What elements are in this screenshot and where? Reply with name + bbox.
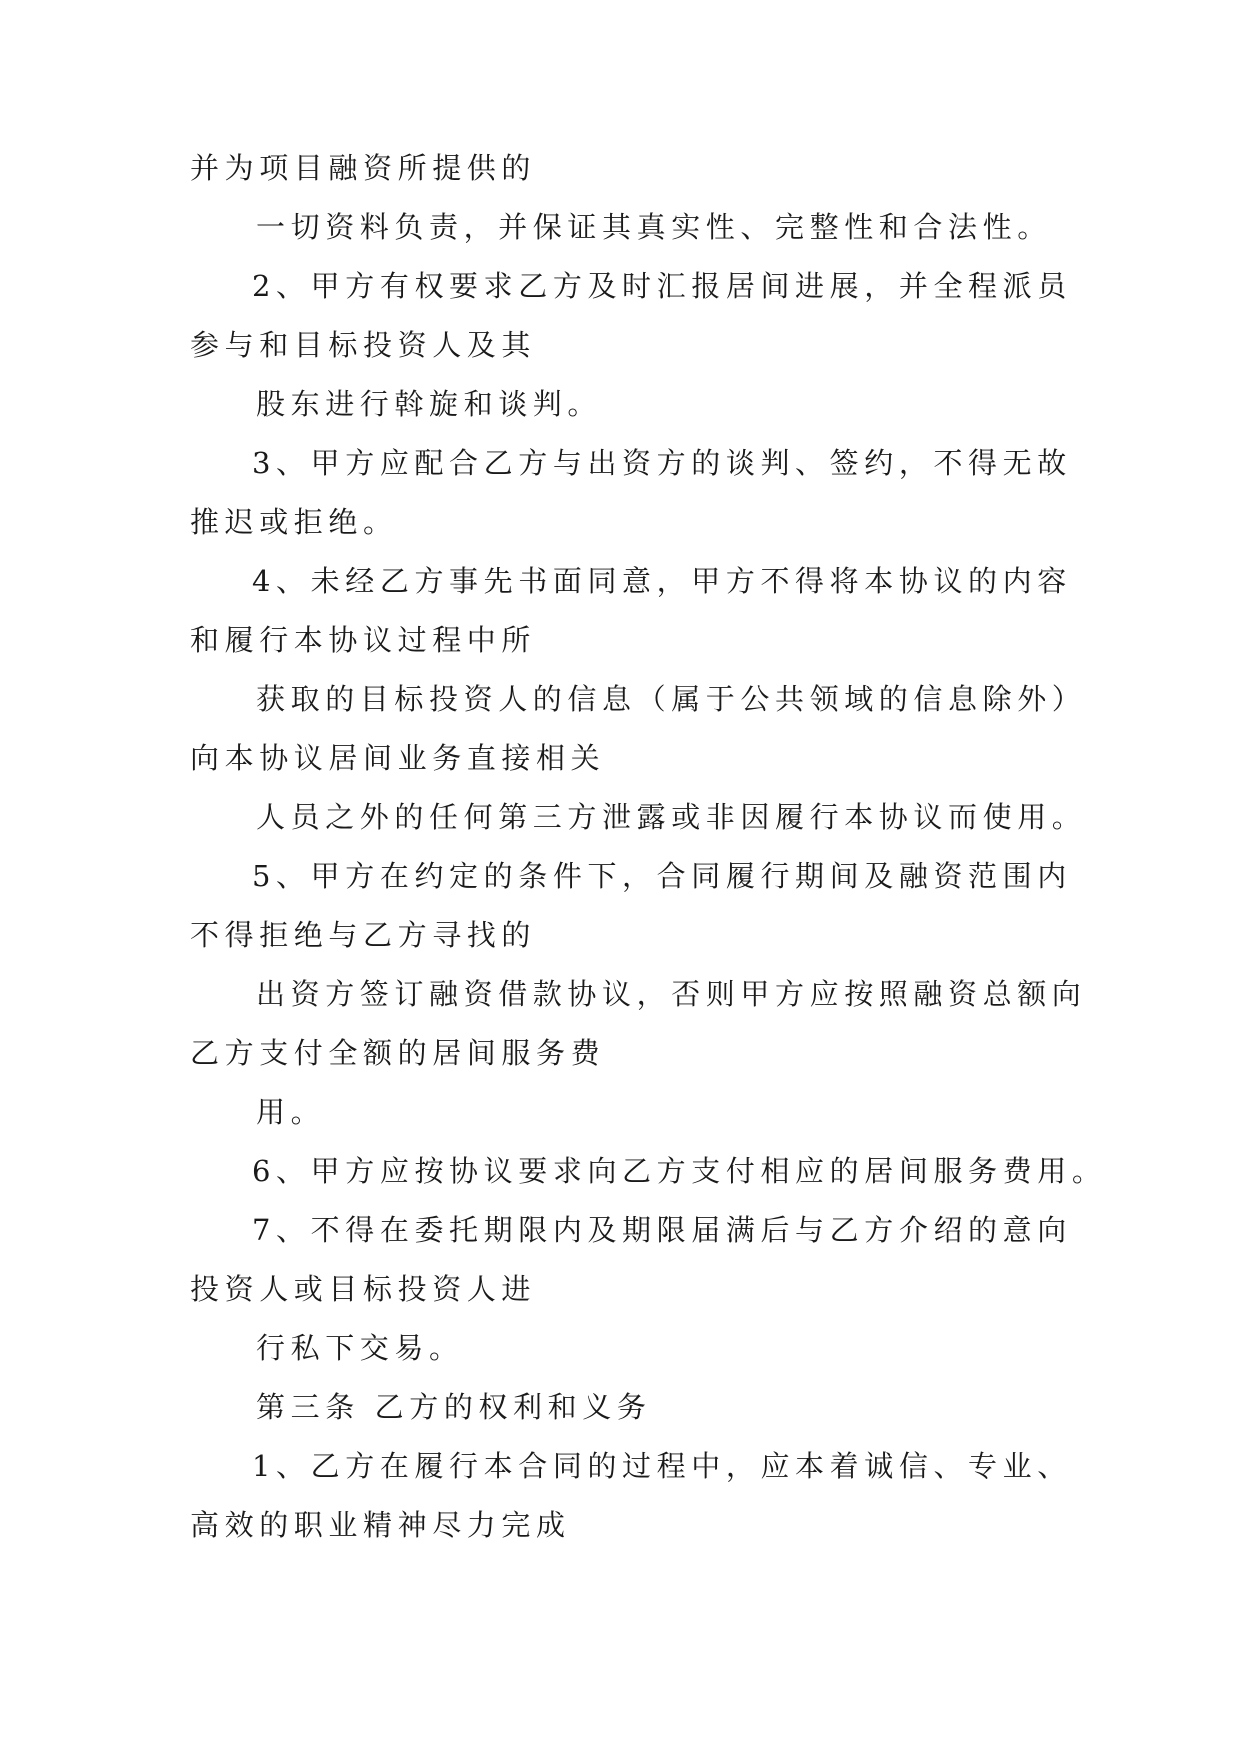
text-line: 推迟或拒绝。 [190, 505, 398, 539]
text-line: 6、甲方应按协议要求向乙方支付相应的居间服务费用。 [252, 1154, 1107, 1188]
text-line: 出资方签订融资借款协议，否则甲方应按照融资总额向 [256, 977, 1087, 1011]
text-line: 不得拒绝与乙方寻找的 [190, 918, 537, 952]
text-line: 高效的职业精神尽力完成 [190, 1508, 571, 1542]
text-line: 参与和目标投资人及其 [190, 328, 537, 362]
text-line: 并为项目融资所提供的 [190, 151, 537, 185]
text-line: 向本协议居间业务直接相关 [190, 741, 606, 775]
text-line: 人员之外的任何第三方泄露或非因履行本协议而使用。 [256, 800, 1087, 834]
text-line: 和履行本协议过程中所 [190, 623, 537, 657]
text-line: 行私下交易。 [256, 1331, 464, 1365]
text-line: 2、甲方有权要求乙方及时汇报居间进展，并全程派员 [252, 269, 1072, 303]
text-line: 7、不得在委托期限内及期限届满后与乙方介绍的意向 [252, 1213, 1072, 1247]
text-line: 股东进行斡旋和谈判。 [256, 387, 603, 421]
section-heading: 第三条 乙方的权利和义务 [256, 1390, 652, 1424]
text-line: 投资人或目标投资人进 [190, 1272, 537, 1306]
text-line: 3、甲方应配合乙方与出资方的谈判、签约，不得无故 [252, 446, 1072, 480]
text-line: 一切资料负责，并保证其真实性、完整性和合法性。 [256, 210, 1052, 244]
text-line: 乙方支付全额的居间服务费 [190, 1036, 606, 1070]
text-line: 1、乙方在履行本合同的过程中，应本着诚信、专业、 [252, 1449, 1072, 1483]
text-line: 4、未经乙方事先书面同意，甲方不得将本协议的内容 [252, 564, 1072, 598]
text-line: 5、甲方在约定的条件下，合同履行期间及融资范围内 [252, 859, 1072, 893]
text-line: 获取的目标投资人的信息（属于公共领域的信息除外） [256, 682, 1087, 716]
text-line: 用。 [256, 1095, 326, 1129]
